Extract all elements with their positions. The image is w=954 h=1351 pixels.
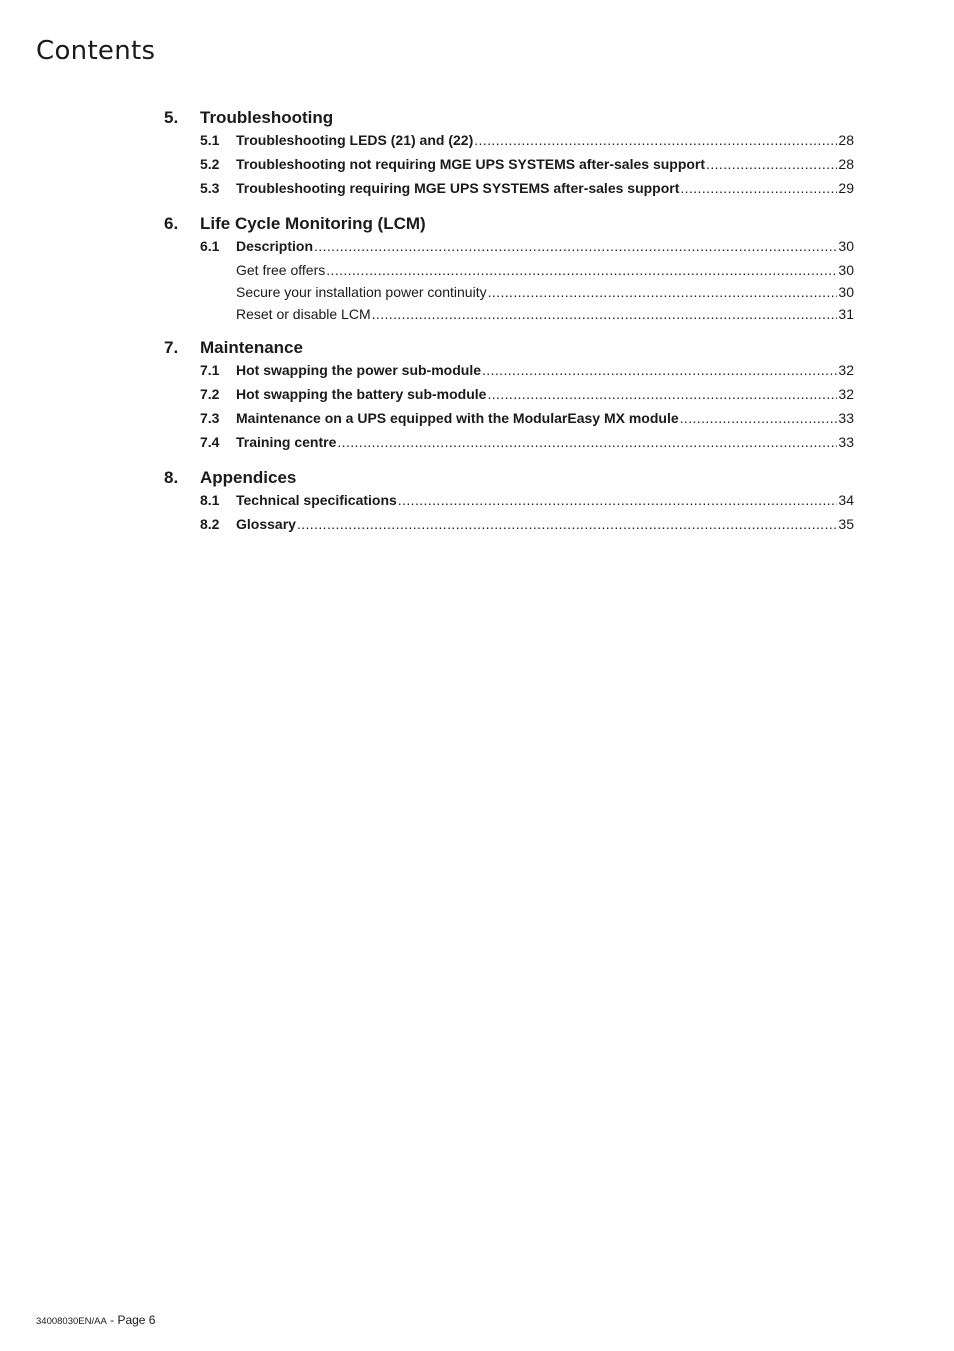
entry-page-number: 35 bbox=[838, 516, 854, 532]
entry-number: 5.3 bbox=[200, 180, 220, 196]
dot-leader bbox=[398, 492, 838, 508]
entry-page-number: 34 bbox=[838, 492, 854, 508]
toc-subentry[interactable] bbox=[164, 284, 854, 306]
entry-number: 8.2 bbox=[200, 516, 220, 532]
dot-leader bbox=[680, 180, 837, 196]
entry-title: Description bbox=[236, 238, 314, 254]
dot-leader bbox=[372, 306, 838, 322]
page-title: Contents bbox=[36, 36, 156, 66]
entry-title: Troubleshooting LEDS (21) and (22) bbox=[236, 132, 474, 148]
entry-number: 7.2 bbox=[200, 386, 220, 402]
toc-entry[interactable] bbox=[164, 156, 854, 180]
entry-number: 5.1 bbox=[200, 132, 220, 148]
toc-entry[interactable] bbox=[164, 492, 854, 516]
entry-page-number: 28 bbox=[838, 132, 854, 148]
entry-page-number: 29 bbox=[838, 180, 854, 196]
entry-page-number: 30 bbox=[838, 238, 854, 254]
section-number: 5. bbox=[164, 108, 179, 127]
toc-section-maintenance bbox=[164, 338, 854, 458]
section-title: Troubleshooting bbox=[200, 108, 334, 127]
entry-number: 5.2 bbox=[200, 156, 220, 172]
dot-leader bbox=[487, 386, 837, 402]
entry-number: 6.1 bbox=[200, 238, 220, 254]
entry-title: Reset or disable LCM bbox=[236, 306, 371, 322]
toc-entry[interactable] bbox=[164, 238, 854, 262]
entry-page-number: 32 bbox=[838, 362, 854, 378]
entry-page-number: 31 bbox=[838, 306, 854, 322]
section-heading[interactable] bbox=[164, 108, 854, 132]
entry-page-number: 33 bbox=[838, 434, 854, 450]
entry-page-number: 28 bbox=[838, 156, 854, 172]
entry-title: Glossary bbox=[236, 516, 296, 532]
toc-subentry[interactable] bbox=[164, 262, 854, 284]
toc-entry[interactable] bbox=[164, 410, 854, 434]
section-heading[interactable] bbox=[164, 338, 854, 362]
entry-number: 7.3 bbox=[200, 410, 220, 426]
entry-title: Secure your installation power continuity bbox=[236, 284, 487, 300]
entry-title: Technical specifications bbox=[236, 492, 397, 508]
toc-entry[interactable] bbox=[164, 434, 854, 458]
entry-title: Hot swapping the battery sub-module bbox=[236, 386, 487, 402]
dot-leader bbox=[680, 410, 838, 426]
table-of-contents bbox=[164, 108, 854, 550]
section-heading[interactable] bbox=[164, 468, 854, 492]
toc-subentry[interactable] bbox=[164, 306, 854, 328]
section-number: 7. bbox=[164, 338, 179, 357]
entry-title: Troubleshooting requiring MGE UPS SYSTEMS after-sales support bbox=[236, 180, 680, 196]
section-heading[interactable] bbox=[164, 214, 854, 238]
dot-leader bbox=[337, 434, 837, 450]
dot-leader bbox=[297, 516, 837, 532]
dot-leader bbox=[474, 132, 837, 148]
entry-title: Training centre bbox=[236, 434, 337, 450]
document-id: 34008030EN/AA bbox=[36, 1316, 107, 1327]
dot-leader bbox=[706, 156, 837, 172]
toc-section-troubleshooting bbox=[164, 108, 854, 204]
dot-leader bbox=[488, 284, 838, 300]
entry-title: Troubleshooting not requiring MGE UPS SYSTEMS after-sales support bbox=[236, 156, 706, 172]
dot-leader bbox=[326, 262, 837, 278]
section-number: 8. bbox=[164, 468, 179, 487]
entry-title: Get free offers bbox=[236, 262, 326, 278]
entry-page-number: 32 bbox=[838, 386, 854, 402]
page-footer bbox=[36, 1313, 155, 1327]
entry-number: 7.1 bbox=[200, 362, 220, 378]
section-title: Maintenance bbox=[200, 338, 303, 357]
entry-title: Hot swapping the power sub-module bbox=[236, 362, 481, 378]
toc-entry[interactable] bbox=[164, 180, 854, 204]
page-number-label: - Page 6 bbox=[106, 1313, 156, 1327]
entry-page-number: 30 bbox=[838, 284, 854, 300]
entry-page-number: 33 bbox=[838, 410, 854, 426]
section-title: Appendices bbox=[200, 468, 297, 487]
dot-leader bbox=[314, 238, 837, 254]
dot-leader bbox=[482, 362, 837, 378]
toc-section-appendices bbox=[164, 468, 854, 540]
toc-entry[interactable] bbox=[164, 362, 854, 386]
toc-entry[interactable] bbox=[164, 516, 854, 540]
entry-number: 8.1 bbox=[200, 492, 220, 508]
section-number: 6. bbox=[164, 214, 179, 233]
toc-entry[interactable] bbox=[164, 132, 854, 156]
entry-page-number: 30 bbox=[838, 262, 854, 278]
section-title: Life Cycle Monitoring (LCM) bbox=[200, 214, 426, 233]
entry-title: Maintenance on a UPS equipped with the ModularEasy MX module bbox=[236, 410, 679, 426]
toc-entry[interactable] bbox=[164, 386, 854, 410]
toc-section-lcm bbox=[164, 214, 854, 328]
entry-number: 7.4 bbox=[200, 434, 220, 450]
